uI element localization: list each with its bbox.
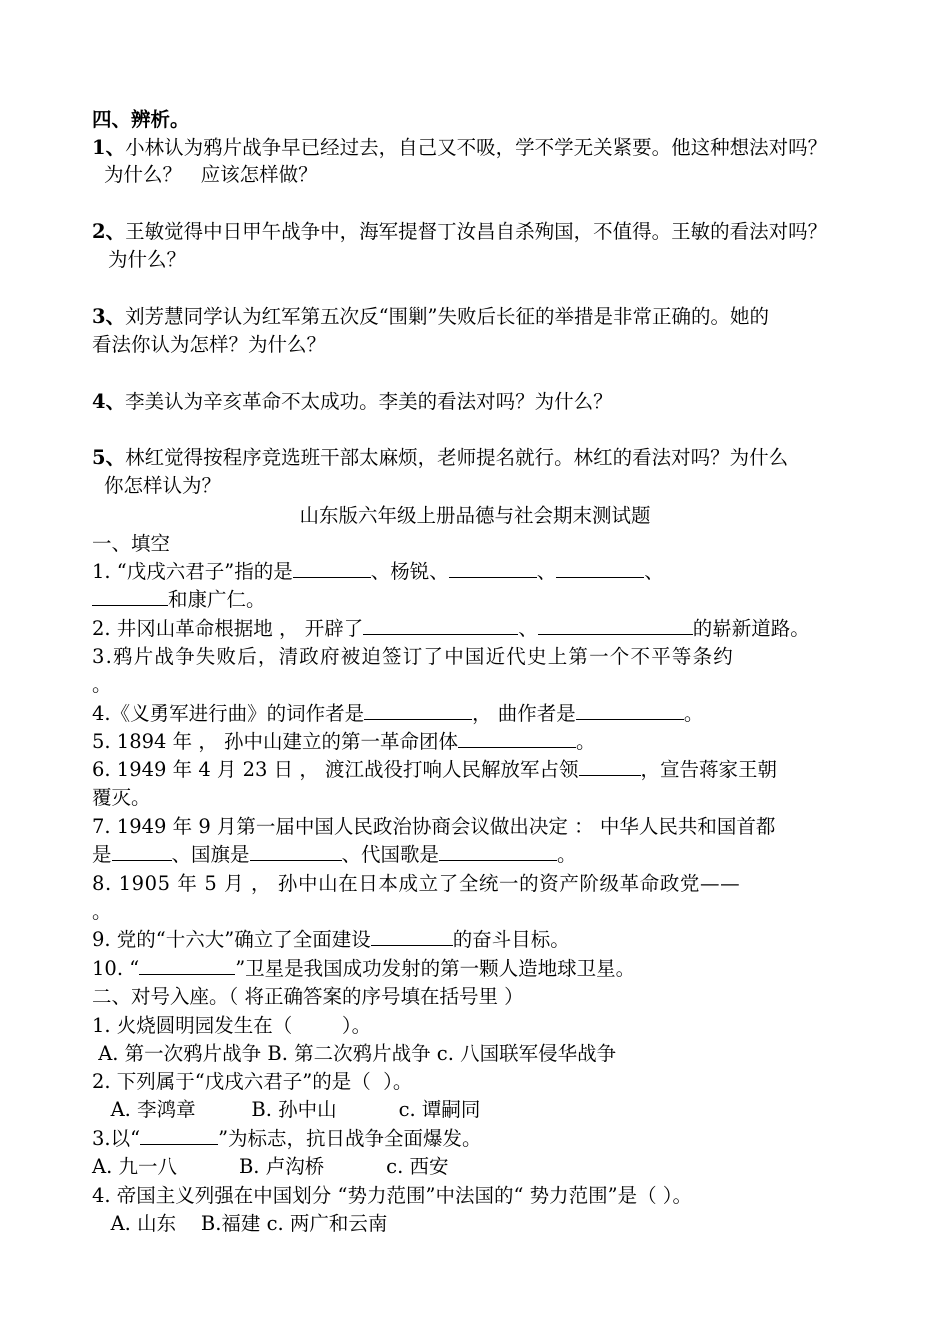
fill-q1-text: 、 [644, 560, 664, 583]
answer-blank[interactable] [364, 701, 472, 720]
answer-blank[interactable] [556, 559, 644, 578]
fill-q10-text: ”卫星是我国成功发射的第一颗人造地球卫星。 [235, 957, 636, 980]
fill-q10-text: 10. “ [92, 957, 140, 980]
answer-blank[interactable] [579, 757, 641, 776]
discussion-q1-line1 [92, 134, 827, 162]
fill-q7-line2 [92, 841, 577, 869]
q2-text: 王敏觉得中日甲午战争中，海军提督丁汝昌自杀殉国，不值得。王敏的看法对吗？ [125, 220, 828, 243]
fill-q10 [92, 955, 635, 983]
q5-number: 5、 [92, 446, 126, 469]
fill-q7-text: 、代国歌是 [341, 843, 440, 866]
fill-q9 [92, 926, 570, 954]
answer-blank[interactable] [371, 927, 453, 946]
q4-text: 李美认为辛亥革命不太成功。李美的看法对吗？为什么？ [125, 390, 613, 413]
fill-q1-line1 [92, 558, 664, 586]
q4-number: 4、 [92, 390, 126, 413]
match-q1: 1. 火烧圆明园发生在（ ）。 [92, 1014, 372, 1037]
fill-q3-line2: 。 [92, 673, 112, 696]
answer-blank[interactable] [576, 701, 684, 720]
fill-q1-text: 和康广仁。 [168, 588, 266, 611]
exam-title: 山东版六年级上册品德与社会期末测试题 [299, 504, 651, 527]
answer-blank[interactable] [439, 842, 557, 861]
fill-q4 [92, 700, 703, 728]
answer-blank[interactable] [112, 842, 172, 861]
fill-q4-text: 。 [683, 702, 704, 725]
match-q2-options: A. 李鸿章 B. 孙中山 c. 谭嗣同 [92, 1098, 481, 1121]
answer-blank[interactable] [458, 729, 576, 748]
match-q3-text: ”为标志，抗日战争全面爆发。 [218, 1127, 482, 1150]
discussion-q1-line2: 为什么？ 应该怎样做？ [104, 163, 318, 186]
match-q3 [92, 1125, 482, 1153]
discussion-q5-line2: 你怎样认为？ [104, 474, 222, 497]
fill-q5 [92, 728, 596, 756]
q2-number: 2、 [92, 220, 126, 243]
fill-q9-text: 的奋斗目标。 [452, 928, 570, 951]
q5-text: 林红觉得按程序竞选班干部太麻烦，老师提名就行。林红的看法对吗？为什么 [125, 446, 789, 469]
fill-q2-text: 、 [518, 617, 538, 640]
fill-q7-line1: 7. 1949 年 9 月第一届中国人民政治协商会议做出决定 ： 中华人民共和国首都 [92, 815, 776, 838]
answer-blank[interactable] [293, 559, 371, 578]
discussion-q3-line2: 看法你认为怎样？为什么？ [92, 333, 327, 356]
discussion-q5-line1 [92, 444, 788, 472]
fill-q6-line2: 覆灭。 [92, 786, 151, 809]
match-q2: 2. 下列属于“戊戌六君子”的是（ ）。 [92, 1070, 413, 1093]
fill-q7-text: 、国旗是 [171, 843, 250, 866]
q3-number: 3、 [92, 305, 126, 328]
answer-blank[interactable] [140, 1126, 218, 1145]
fill-q2-text: 2. 井冈山革命根据地 ， 开辟了 [92, 617, 364, 640]
fill-q2-text: 的崭新道路。 [692, 617, 810, 640]
discussion-q3-line1 [92, 303, 769, 331]
fill-q5-text: 。 [576, 730, 596, 753]
match-q4-options: A. 山东 B.福建 c. 两广和云南 [92, 1212, 388, 1235]
match-q1-options: A. 第一次鸦片战争 B. 第二次鸦片战争 c. 八国联军侵华战争 [92, 1042, 617, 1065]
answer-blank[interactable] [250, 842, 342, 861]
match-q3-text: 3.以“ [92, 1127, 141, 1150]
fill-q8-line2: 。 [92, 900, 112, 923]
q1-text: 小林认为鸦片战争早已经过去，自己又不吸，学不学无关紧要。他这种想法对吗？ [125, 136, 828, 159]
q1-number: 1、 [92, 136, 126, 159]
fill-q5-text: 5. 1894 年 ， 孙中山建立的第一革命团体 [92, 730, 459, 753]
fill-q6-text: ，宣告蒋家王朝 [640, 758, 778, 781]
answer-blank[interactable] [538, 616, 693, 635]
discussion-q2-line2: 为什么？ [108, 248, 187, 271]
answer-blank[interactable] [139, 956, 235, 975]
fill-q7-text: 是 [92, 843, 112, 866]
fill-q1-text: 1. “戊戌六君子”指的是 [92, 560, 293, 583]
part2-title: 二、对号入座。（ 将正确答案的序号填在括号里 ） [92, 985, 524, 1008]
discussion-q2-line1 [92, 218, 827, 246]
fill-q4-text: ， 曲作者是 [472, 702, 576, 725]
fill-q6-line1 [92, 756, 777, 784]
match-q4: 4. 帝国主义列强在中国划分 “势力范围”中法国的“ 势力范围”是（ ）。 [92, 1184, 693, 1207]
fill-q1-line2 [92, 586, 266, 614]
answer-blank[interactable] [92, 587, 168, 606]
fill-q8-line1: 8. 1905 年 5 月 ， 孙中山在日本成立了全统一的资产阶级革命政党—— [92, 872, 741, 895]
section-4-title: 四、辨析。 [92, 108, 190, 131]
fill-q9-text: 9. 党的“十六大”确立了全面建设 [92, 928, 371, 951]
fill-q3-line1: 3.鸦片战争失败后，清政府被迫签订了中国近代史上第一个不平等条约 [92, 645, 735, 668]
fill-q1-text: 、杨锐、 [370, 560, 449, 583]
q3-text: 刘芳慧同学认为红军第五次反“围剿”失败后长征的举措是非常正确的。她的 [125, 305, 770, 328]
answer-blank[interactable] [363, 616, 518, 635]
answer-blank[interactable] [449, 559, 537, 578]
fill-q1-text: 、 [536, 560, 557, 583]
fill-q6-text: 6. 1949 年 4 月 23 日 ， 渡江战役打响人民解放军占领 [92, 758, 579, 781]
discussion-q4-line1 [92, 388, 613, 416]
match-q3-options: A. 九一八 B. 卢沟桥 c. 西安 [92, 1155, 449, 1178]
part1-title: 一、填空 [92, 532, 171, 555]
fill-q7-text: 。 [557, 843, 577, 866]
fill-q4-text: 4.《义勇军进行曲》的词作者是 [92, 702, 365, 725]
fill-q2 [92, 615, 810, 643]
